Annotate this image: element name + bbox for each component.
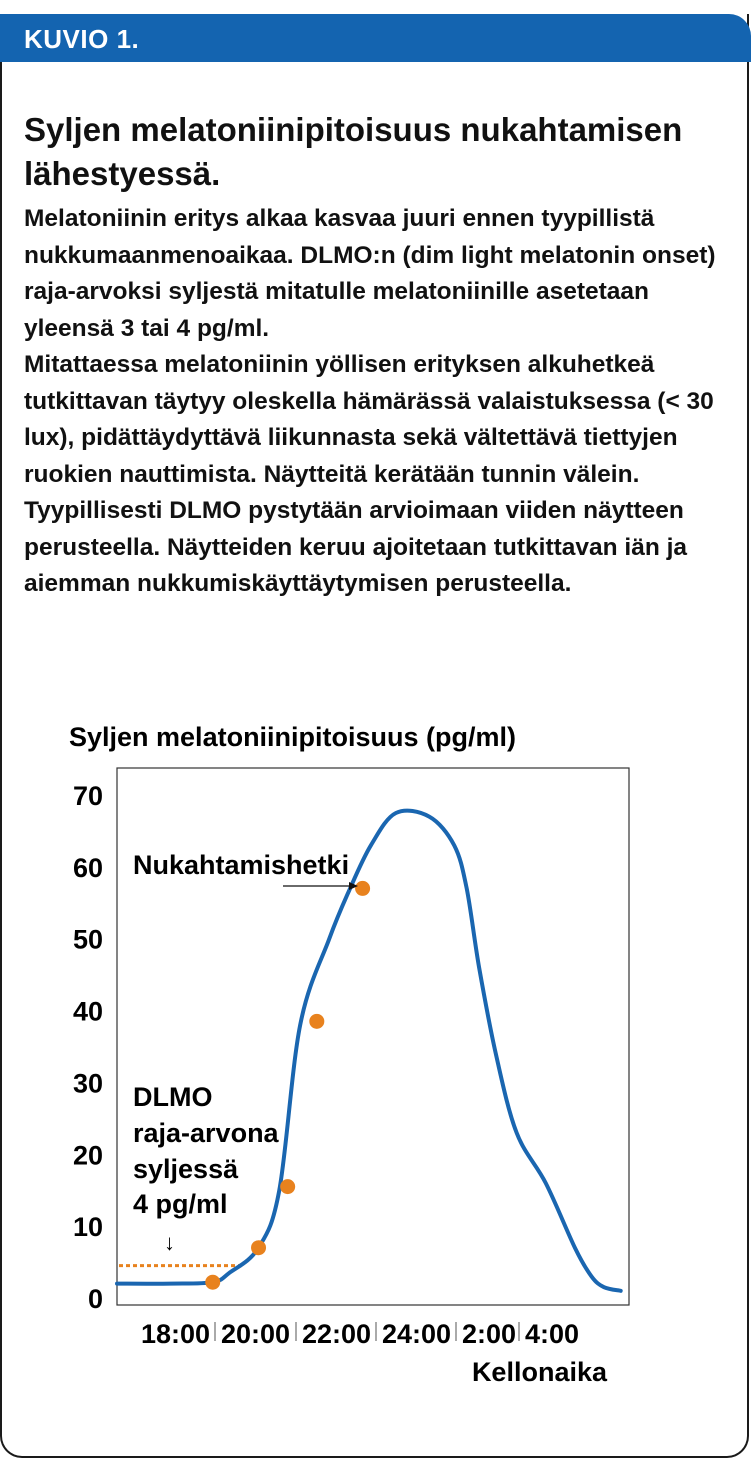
figure-label: KUVIO 1. bbox=[24, 24, 140, 54]
x-tick-label: 2:00 bbox=[462, 1319, 517, 1349]
dlmo-arrow-icon: ↓ bbox=[164, 1230, 175, 1255]
y-tick-label: 0 bbox=[87, 1284, 103, 1314]
sample-point bbox=[205, 1275, 220, 1290]
y-axis-label: Syljen melatoniinipitoisuus (pg/ml) bbox=[69, 722, 517, 752]
plot-area bbox=[117, 768, 629, 1305]
sample-point bbox=[355, 881, 370, 896]
sleep-onset-label: Nukahtamishetki bbox=[133, 850, 350, 880]
dlmo-label-line-1: DLMO bbox=[133, 1082, 213, 1112]
y-tick-label: 10 bbox=[72, 1212, 103, 1243]
description-paragraph-2: Mitattaessa melatoniinin yöllisen erityksen alkuhetkeä tutkittavan täytyy oleskella hämärässä valaistuksessa (< 30 lux), pidättäydyttävä liikunnasta sekä vältettävä tiettyjen ruokien nauttimista. Näytteitä kerätään tunnin välein. Tyypillisesti DLMO pystytään arvioimaan viiden näytteen perusteella. Näytteiden keruu ajoitetaan tutkittavan iän ja aiemman nukkumiskäyttäytymisen perusteella. bbox=[24, 351, 714, 597]
dlmo-label-line-3: syljessä bbox=[133, 1154, 239, 1184]
sample-point bbox=[280, 1179, 295, 1194]
x-tick-label: 24:00 bbox=[382, 1319, 452, 1349]
y-tick-label: 30 bbox=[72, 1068, 103, 1099]
x-axis-label: Kellonaika bbox=[471, 1357, 607, 1387]
y-tick-label: 20 bbox=[72, 1140, 103, 1171]
x-tick-label: 18:00 bbox=[141, 1319, 211, 1349]
x-axis-ticks bbox=[141, 1319, 579, 1349]
x-tick-label: 22:00 bbox=[302, 1319, 372, 1349]
dlmo-label-line-4: 4 pg/ml bbox=[133, 1189, 228, 1219]
sample-point bbox=[309, 1014, 324, 1029]
x-tick-label: 20:00 bbox=[221, 1319, 291, 1349]
y-axis-ticks bbox=[73, 781, 103, 1314]
x-tick-label: 4:00 bbox=[525, 1319, 580, 1349]
figure-title: Syljen melatoniinipitoisuus nukahtamisen lähestyessä. bbox=[24, 111, 683, 192]
y-tick-label: 50 bbox=[72, 924, 103, 955]
sample-point bbox=[251, 1240, 266, 1255]
y-tick-label: 70 bbox=[72, 781, 103, 811]
y-tick-label: 40 bbox=[72, 996, 103, 1027]
sample-points bbox=[205, 881, 370, 1290]
dlmo-label-line-2: raja-arvona bbox=[133, 1118, 279, 1148]
description-paragraph-1: Melatoniinin eritys alkaa kasvaa juuri ennen tyypillistä nukkumaanmenoaikaa. DLMO:n (dim light melatonin onset) raja-arvoksi syljestä mitatulle melatoniinille asetetaan yleensä 3 tai 4 pg/ml. bbox=[24, 205, 716, 342]
y-tick-label: 60 bbox=[72, 852, 103, 883]
